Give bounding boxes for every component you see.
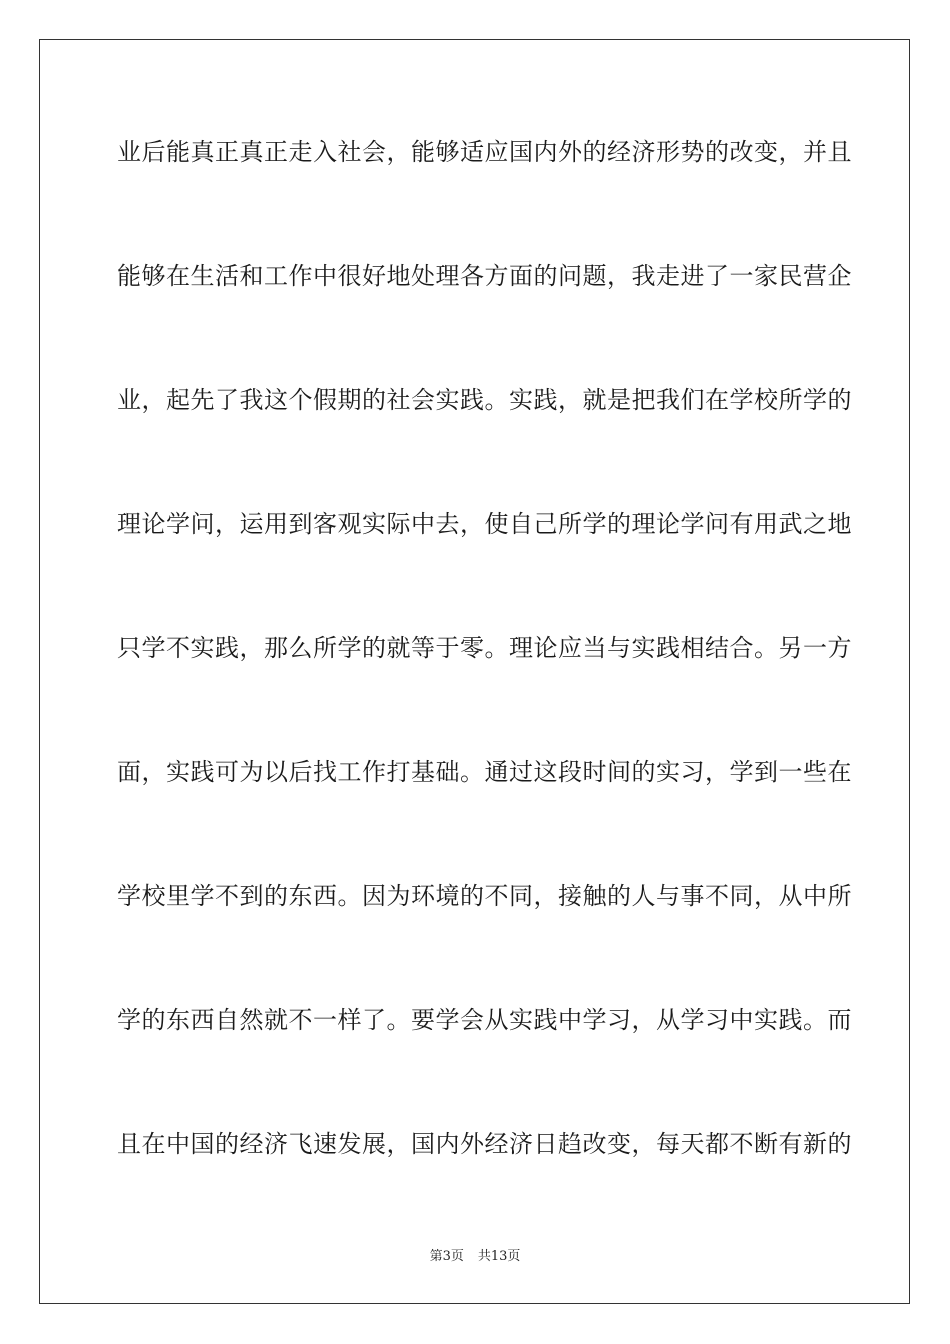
page-total: 共13页 — [477, 1249, 521, 1264]
text-line: 且在中国的经济飞速发展，国内外经济日趋改变，每天都不断有新的 — [117, 1130, 852, 1158]
page-footer — [0, 1248, 950, 1266]
text-line: 只学不实践，那么所学的就等于零。理论应当与实践相结合。另一方 — [117, 634, 852, 662]
text-line: 理论学问，运用到客观实际中去，使自己所学的理论学问有用武之地 — [117, 510, 852, 538]
text-line: 业，起先了我这个假期的社会实践。实践，就是把我们在学校所学的 — [117, 386, 852, 414]
text-line: 业后能真正真正走入社会，能够适应国内外的经济形势的改变，并且 — [117, 138, 852, 166]
page-border — [39, 39, 910, 1304]
text-line: 学校里学不到的东西。因为环境的不同，接触的人与事不同，从中所 — [117, 882, 852, 910]
text-line: 能够在生活和工作中很好地处理各方面的问题，我走进了一家民营企 — [117, 262, 852, 290]
text-line: 学的东西自然就不一样了。要学会从实践中学习，从学习中实践。而 — [117, 1006, 852, 1034]
page-number: 第3页 — [429, 1249, 464, 1264]
text-line: 面，实践可为以后找工作打基础。通过这段时间的实习，学到一些在 — [117, 758, 852, 786]
